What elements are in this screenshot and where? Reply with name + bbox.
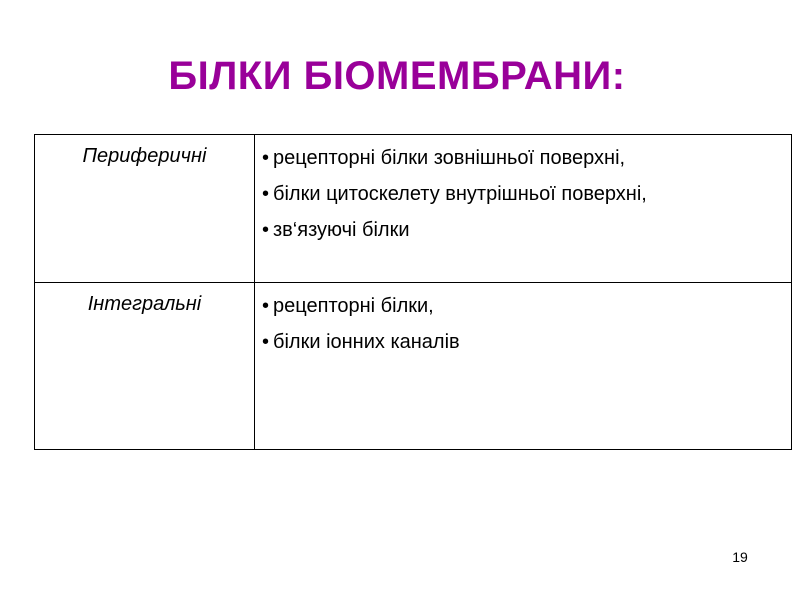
list-item	[262, 181, 791, 208]
bullet-icon: •	[262, 219, 270, 241]
category-label-peripheral: Периферичні	[82, 145, 207, 167]
items-cell-peripheral	[255, 135, 792, 283]
slide-title-text: БІЛКИ БІОМЕМБРАНИ:	[168, 54, 626, 98]
list-item-text: рецепторні білки,	[273, 295, 434, 317]
list-item	[262, 329, 791, 356]
table-row-integral	[35, 283, 792, 450]
list-item-text: білки іонних каналів	[273, 331, 460, 353]
table-row-peripheral	[35, 135, 792, 283]
list-item-text: зв‘язуючі білки	[273, 219, 410, 241]
list-item-text: рецепторні білки зовнішньої поверхні,	[273, 147, 626, 169]
list-item-text: білки цитоскелету внутрішньої поверхні,	[273, 183, 647, 205]
bullet-icon: •	[262, 183, 270, 205]
category-cell-peripheral	[35, 135, 255, 283]
integral-protein-list	[262, 283, 791, 356]
bullet-icon: •	[262, 147, 270, 169]
list-item	[262, 217, 791, 244]
items-cell-integral	[255, 283, 792, 450]
category-label-integral: Інтегральні	[87, 293, 202, 315]
category-cell-integral	[35, 283, 255, 450]
bullet-icon: •	[262, 295, 270, 317]
page-number: 19	[732, 549, 748, 565]
slide-title	[0, 52, 800, 100]
bullet-icon: •	[262, 331, 270, 353]
protein-table	[34, 134, 792, 450]
list-item	[262, 293, 791, 320]
list-item	[262, 145, 791, 172]
peripheral-protein-list	[262, 135, 791, 244]
